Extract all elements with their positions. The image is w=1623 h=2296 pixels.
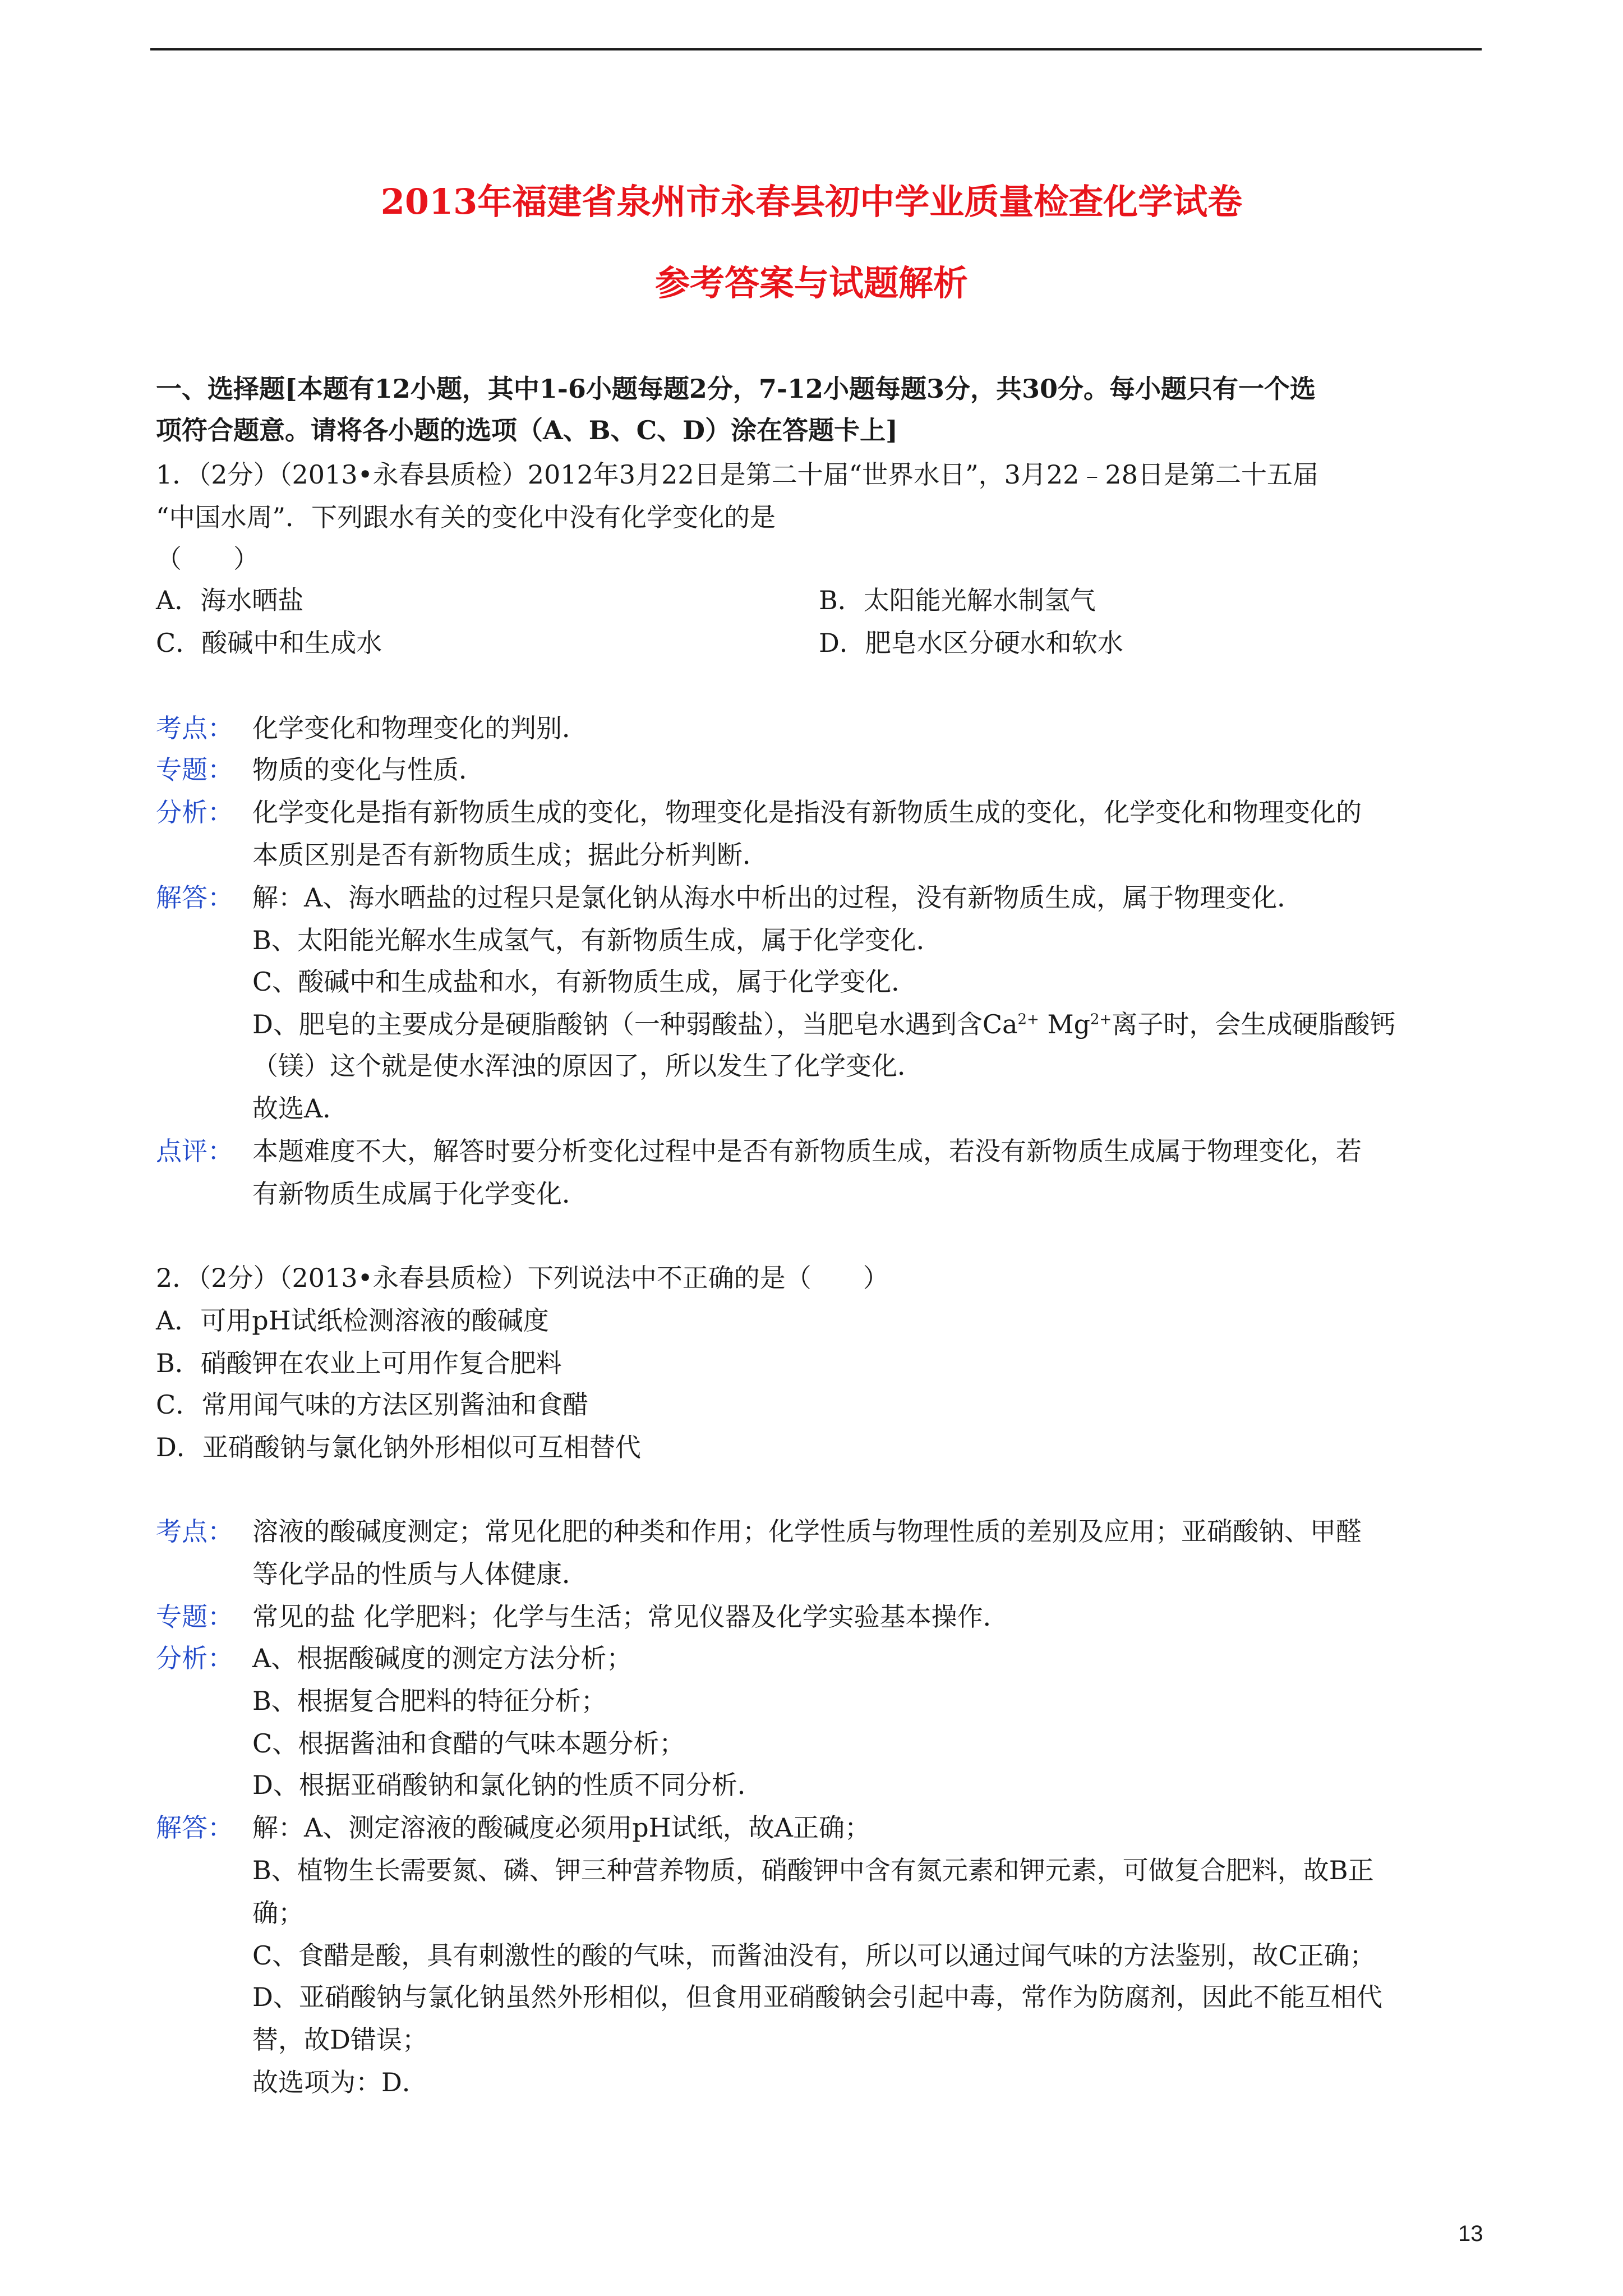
q2-zhuanti-text: 常见的盐 化学肥料；化学与生活；常见仪器及化学实验基本操作． [252, 1602, 1009, 1632]
q2-jieda-line5: D、亚硝酸钠与氯化钠虽然外形相似，但食用亚硝酸钠会引起中毒，常作为防腐剂，因此不能互相代 [252, 1982, 1382, 2012]
q2-fenxi-line4: D、根据亚硝酸钠和氯化钠的性质不同分析． [252, 1770, 763, 1800]
calcium-charge: 2+ [1017, 1011, 1039, 1028]
q1-jieda-line1: 解：A、海水晒盐的过程只是氯化钠从海水中析出的过程，没有新物质生成，属于物理变化． [252, 882, 1303, 913]
q1-fenxi-line1: 化学变化是指有新物质生成的变化，物理变化是指没有新物质生成的变化，化学变化和物理变化的 [252, 797, 1362, 827]
q1-dianping-line2: 有新物质生成属于化学变化． [252, 1179, 588, 1209]
q1-zhuanti-label: 专题： [156, 754, 233, 785]
q2-jieda-label: 解答： [156, 1812, 233, 1843]
q1-dianping-line1: 本题难度不大，解答时要分析变化过程中是否有新物质生成，若没有新物质生成属于物理变化，若 [252, 1136, 1362, 1166]
q2-jieda-line7: 故选项为：D． [252, 2067, 428, 2097]
q2-jieda-line4: C、食醋是酸，具有刺激性的酸的气味，而酱油没有，所以可以通过闻气味的方法鉴别，故C正确； [252, 1940, 1376, 1971]
q1-answer-blank: （ ） [156, 544, 259, 574]
q2-jieda-line2: B、植物生长需要氮、磷、钾三种营养物质，硝酸钾中含有氮元素和钾元素，可做复合肥料，故B正 [252, 1855, 1374, 1885]
q2-fenxi-line2: B、根据复合肥料的特征分析； [252, 1686, 607, 1716]
q2-kaodian-line1: 溶液的酸碱度测定；常见化肥的种类和作用；化学性质与物理性质的差别及应用；亚硝酸钠、甲醛 [252, 1516, 1362, 1547]
document-title: 2013年福建省泉州市永春县初中学业质量检查化学试卷 [380, 181, 1243, 222]
q1-option-a: A．海水晒盐 [156, 585, 304, 615]
q2-fenxi-line3: C、根据酱油和食醋的气味本题分析； [252, 1728, 685, 1759]
q2-fenxi-label: 分析： [156, 1643, 233, 1673]
q2-option-a: A．可用pH试纸检测溶液的酸碱度 [156, 1305, 549, 1336]
q1-option-b: B．太阳能光解水制氢气 [819, 585, 1096, 615]
q2-zhuanti-label: 专题： [156, 1602, 233, 1632]
q2-jieda-line3: 确； [252, 1898, 304, 1928]
top-rule [150, 48, 1482, 50]
q1-kaodian-label: 考点： [156, 713, 233, 743]
page-number: 13 [1458, 2221, 1483, 2246]
q2-kaodian-line2: 等化学品的性质与人体健康． [252, 1559, 588, 1589]
magnesium-charge: 2+ [1090, 1011, 1112, 1028]
q1-fenxi-line2: 本质区别是否有新物质生成；据此分析判断． [252, 840, 768, 870]
q2-option-b: B．硝酸钾在农业上可用作复合肥料 [156, 1348, 562, 1378]
q1-fenxi-label: 分析： [156, 797, 233, 827]
q2-option-d: D．亚硝酸钠与氯化钠外形相似可互相替代 [156, 1432, 641, 1462]
q2-fenxi-line1: A、根据酸碱度的测定方法分析； [252, 1643, 633, 1673]
q1-option-d: D．肥皂水区分硬水和软水 [819, 628, 1123, 658]
q1-jieda-line2: B、太阳能光解水生成氢气，有新物质生成，属于化学变化． [252, 925, 942, 955]
q1-jieda-line4-part2: Mg [1039, 1009, 1091, 1039]
section-heading-line1: 一、选择题[本题有12小题，其中1-6小题每题2分，7-12小题每题3分，共30分。每小题只有一个选 [156, 374, 1316, 404]
q2-stem: 2．（2分）（2013•永春县质检）下列说法中不正确的是（ ） [156, 1263, 889, 1293]
q2-jieda-line1: 解：A、测定溶液的酸碱度必须用pH试纸，故A正确； [252, 1812, 871, 1843]
q2-option-c: C．常用闻气味的方法区别酱油和食醋 [156, 1389, 589, 1420]
document-subtitle: 参考答案与试题解析 [654, 263, 968, 303]
q1-jieda-line6: 故选A． [252, 1093, 349, 1124]
q1-kaodian-text: 化学变化和物理变化的判别． [252, 713, 588, 743]
q1-jieda-label: 解答： [156, 882, 233, 913]
q2-kaodian-label: 考点： [156, 1516, 233, 1547]
q2-jieda-line6: 替，故D错误； [252, 2024, 428, 2055]
q1-zhuanti-text: 物质的变化与性质． [252, 754, 485, 785]
q1-option-c: C．酸碱中和生成水 [156, 628, 382, 658]
q1-jieda-line4 [252, 1007, 1482, 1041]
q1-jieda-line4-part1: D、肥皂的主要成分是硬脂酸钠（一种弱酸盐），当肥皂水遇到含Ca [252, 1009, 1018, 1039]
q1-stem-line1: 1．（2分）（2013•永春县质检）2012年3月22日是第二十届“世界水日”，3月22﹣28日是第二十五届 [156, 459, 1318, 490]
q1-jieda-line3: C、酸碱中和生成盐和水，有新物质生成，属于化学变化． [252, 967, 917, 997]
section-heading-line2: 项符合题意。请将各小题的选项（A、B、C、D）涂在答题卡上] [156, 415, 898, 445]
q1-jieda-line5: （镁）这个就是使水浑浊的原因了，所以发生了化学变化． [252, 1051, 923, 1081]
q1-jieda-line4-part3: 离子时，会生成硬脂酸钙 [1112, 1009, 1396, 1039]
q1-stem-line2: “中国水周”．下列跟水有关的变化中没有化学变化的是 [156, 502, 776, 532]
q1-dianping-label: 点评： [156, 1136, 233, 1166]
